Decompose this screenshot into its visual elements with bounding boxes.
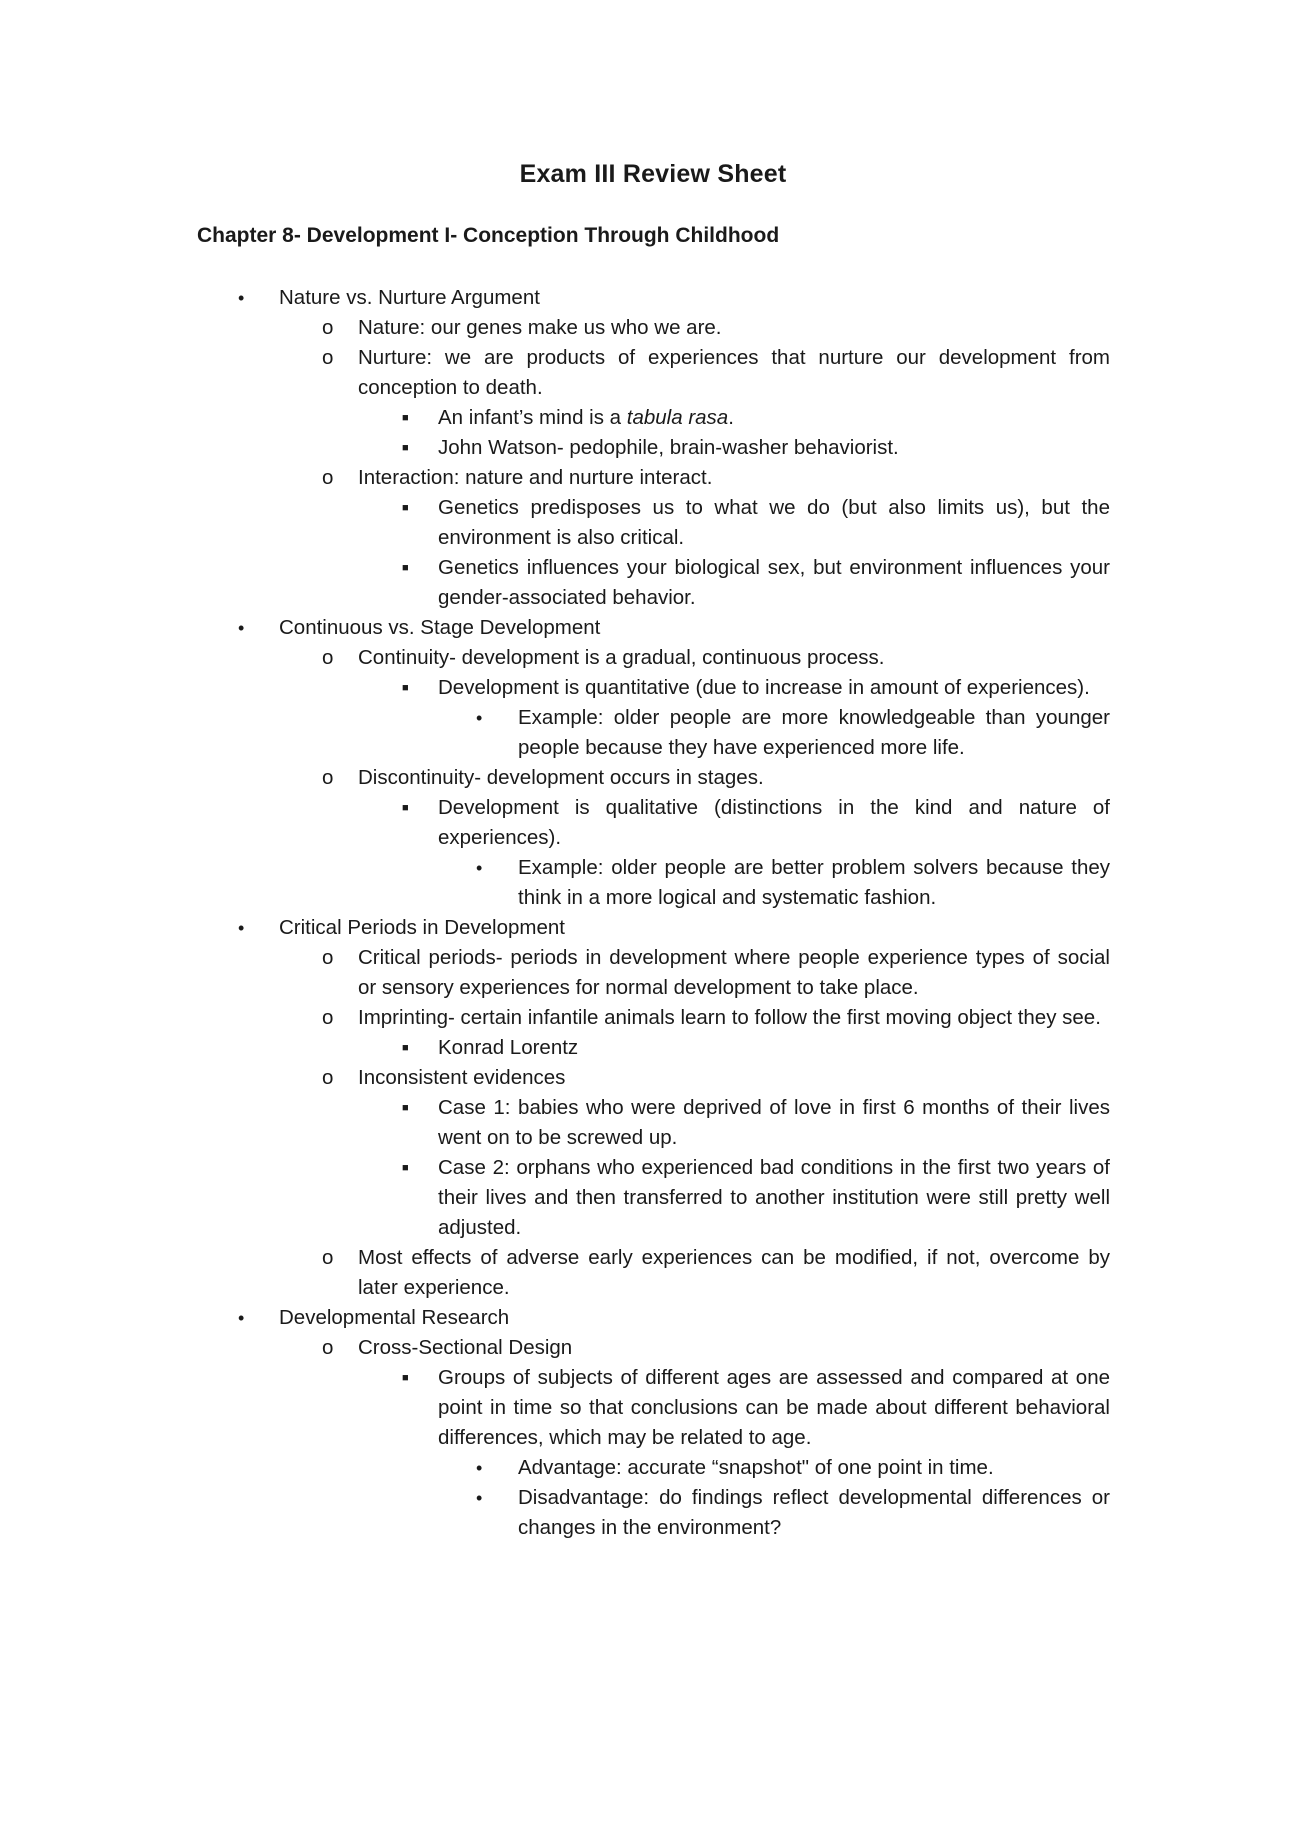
outline-item: [0, 643, 1306, 673]
outline-item: [0, 703, 1306, 763]
italic-term: tabula rasa: [626, 406, 729, 429]
outline-item: [0, 1453, 1306, 1483]
outline-item: [0, 553, 1306, 613]
item-text-part: An infant’s mind is a: [438, 406, 627, 429]
bullet-square-icon: ■: [402, 682, 409, 694]
outline-item: [0, 1483, 1306, 1543]
outline-item: [0, 1303, 1306, 1333]
item-text: Nurture: we are products of experiences that nurture our development from conception to death.: [358, 346, 1110, 399]
item-text: Developmental Research: [279, 1306, 510, 1329]
item-text: Example: older people are better problem solvers because they think in a more logical and systematic fashion.: [518, 856, 1110, 909]
document-title: Exam III Review Sheet: [519, 160, 787, 188]
outline-item: [0, 313, 1306, 343]
outline-item: [0, 1033, 1306, 1063]
item-text: Continuous vs. Stage Development: [279, 616, 601, 639]
item-text: Case 2: orphans who experienced bad conditions in the first two years of their lives and then transferred to another institution were still pretty well adjusted.: [438, 1156, 1110, 1239]
outline-item: [0, 1363, 1306, 1453]
outline-item: [0, 673, 1306, 703]
item-text: Interaction: nature and nurture interact.: [358, 466, 713, 489]
bullet-circle-icon: o: [322, 766, 334, 789]
bullet-square-icon: ■: [402, 562, 409, 574]
item-text: Cross-Sectional Design: [358, 1336, 573, 1359]
item-text: Nature vs. Nurture Argument: [279, 286, 540, 309]
outline-item: [0, 1333, 1306, 1363]
bullet-disc-icon: •: [238, 288, 245, 308]
bullet-circle-icon: o: [322, 946, 334, 969]
item-text: Imprinting- certain infantile animals learn to follow the first moving object they see.: [358, 1006, 1101, 1029]
bullet-disc-icon: •: [238, 918, 245, 938]
item-text: Discontinuity- development occurs in stages.: [358, 766, 764, 789]
bullet-square-icon: ■: [402, 442, 409, 454]
item-text: [438, 406, 734, 429]
bullet-square-icon: ■: [402, 1162, 409, 1174]
item-text: Genetics influences your biological sex, but environment influences your gender-associated behavior.: [438, 556, 1110, 609]
item-text: Case 1: babies who were deprived of love in first 6 months of their lives went on to be screwed up.: [438, 1096, 1110, 1149]
bullet-circle-icon: o: [322, 646, 334, 669]
item-text-part: .: [728, 406, 734, 429]
bullet-square-icon: ■: [402, 412, 409, 424]
outline-item: [0, 463, 1306, 493]
bullet-disc-icon: •: [476, 708, 483, 728]
outline-item: [0, 433, 1306, 463]
item-text: Development is quantitative (due to increase in amount of experiences).: [438, 676, 1090, 699]
bullet-square-icon: ■: [402, 1372, 409, 1384]
bullet-disc-icon: •: [476, 1458, 483, 1478]
item-text: Most effects of adverse early experiences can be modified, if not, overcome by later experience.: [358, 1246, 1110, 1299]
bullet-disc-icon: •: [476, 858, 483, 878]
bullet-circle-icon: o: [322, 346, 334, 369]
bullet-square-icon: ■: [402, 1102, 409, 1114]
bullet-circle-icon: o: [322, 1066, 334, 1089]
outline-item: [0, 403, 1306, 433]
outline-item: [0, 1003, 1306, 1033]
item-text: Advantage: accurate “snapshot" of one point in time.: [518, 1456, 994, 1479]
outline-item: [0, 1153, 1306, 1243]
outline-list: [0, 283, 1306, 1543]
chapter-heading: Chapter 8- Development I- Conception Through Childhood: [197, 224, 780, 247]
bullet-circle-icon: o: [322, 316, 334, 339]
item-text: Nature: our genes make us who we are.: [358, 316, 722, 339]
item-text: Development is qualitative (distinctions in the kind and nature of experiences).: [438, 796, 1110, 849]
item-text: Continuity- development is a gradual, continuous process.: [358, 646, 885, 669]
item-text: Critical Periods in Development: [279, 916, 565, 939]
bullet-disc-icon: •: [476, 1488, 483, 1508]
item-text: John Watson- pedophile, brain-washer behaviorist.: [438, 436, 899, 459]
outline-item: [0, 913, 1306, 943]
outline-item: [0, 1063, 1306, 1093]
outline-item: [0, 343, 1306, 403]
outline-item: [0, 1243, 1306, 1303]
item-text: Groups of subjects of different ages are assessed and compared at one point in time so that conclusions can be made about different behavioral differences, which may be related to age.: [438, 1366, 1110, 1449]
bullet-circle-icon: o: [322, 466, 334, 489]
bullet-disc-icon: •: [238, 618, 245, 638]
item-text: Example: older people are more knowledgeable than younger people because they have experienced more life.: [518, 706, 1110, 759]
bullet-square-icon: ■: [402, 1042, 409, 1054]
outline-item: [0, 283, 1306, 313]
bullet-square-icon: ■: [402, 502, 409, 514]
item-text: Inconsistent evidences: [358, 1066, 566, 1089]
outline-item: [0, 763, 1306, 793]
item-text: Konrad Lorentz: [438, 1036, 579, 1059]
item-text: Genetics predisposes us to what we do (but also limits us), but the environment is also critical.: [438, 496, 1110, 549]
outline-item: [0, 793, 1306, 853]
outline-item: [0, 1093, 1306, 1153]
bullet-circle-icon: o: [322, 1006, 334, 1029]
item-text: Disadvantage: do findings reflect developmental differences or changes in the environment?: [518, 1486, 1110, 1539]
outline-item: [0, 613, 1306, 643]
bullet-circle-icon: o: [322, 1336, 334, 1359]
outline-item: [0, 943, 1306, 1003]
outline-item: [0, 493, 1306, 553]
outline-item: [0, 853, 1306, 913]
item-text: Critical periods- periods in development where people experience types of social or sensory experiences for normal development to take place.: [358, 946, 1110, 999]
bullet-disc-icon: •: [238, 1308, 245, 1328]
bullet-square-icon: ■: [402, 802, 409, 814]
bullet-circle-icon: o: [322, 1246, 334, 1269]
